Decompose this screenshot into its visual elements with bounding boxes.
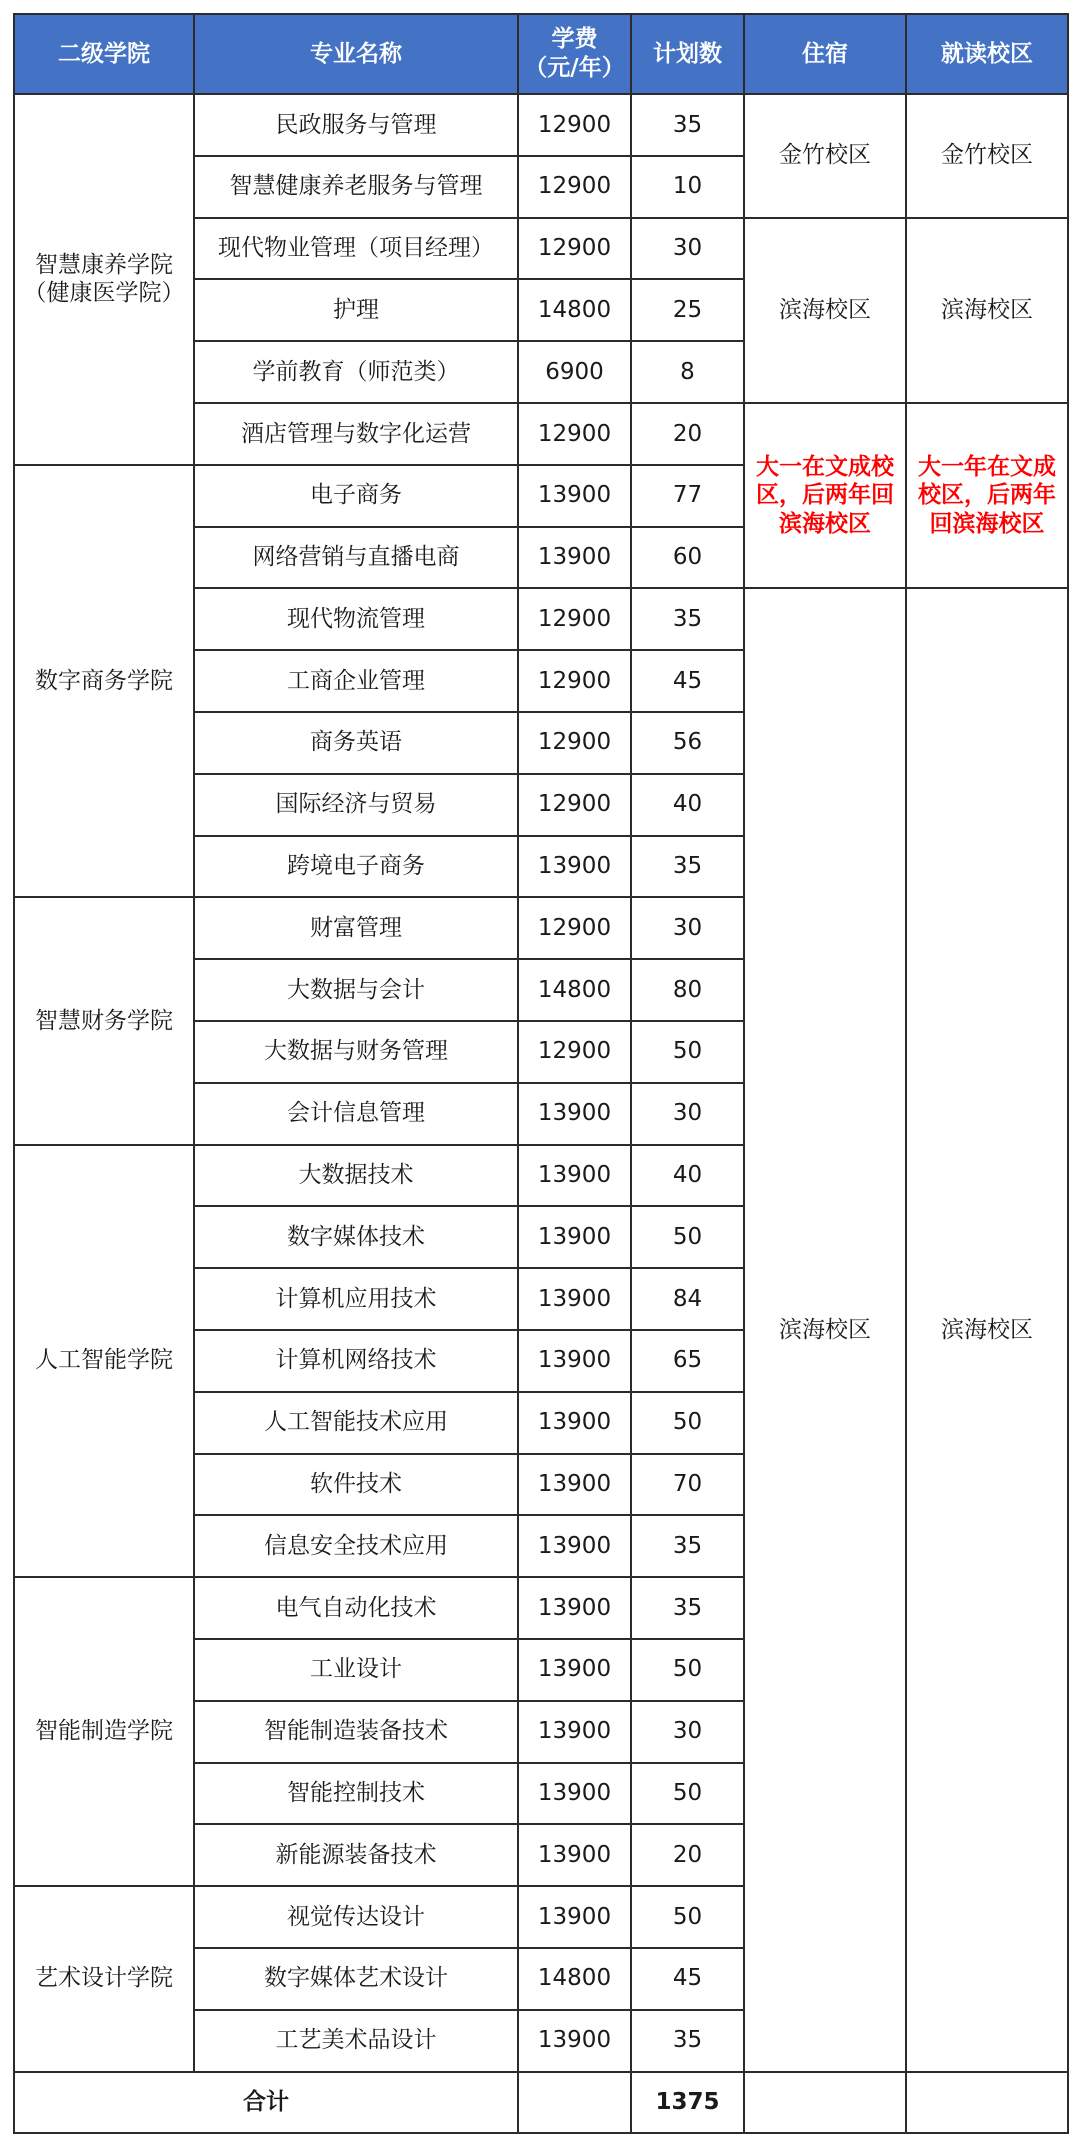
total-dorm-empty	[744, 2072, 906, 2133]
major-name-cell: 智能控制技术	[194, 1763, 518, 1825]
dorm-cell: 滨海校区	[744, 218, 906, 403]
fee-cell: 13900	[518, 836, 631, 898]
fee-cell: 6900	[518, 341, 631, 403]
major-name-cell: 会计信息管理	[194, 1083, 518, 1145]
major-name-cell: 信息安全技术应用	[194, 1515, 518, 1577]
fee-cell: 12900	[518, 94, 631, 156]
major-name-cell: 人工智能技术应用	[194, 1392, 518, 1454]
total-row	[14, 2072, 1068, 2133]
fee-cell: 12900	[518, 218, 631, 280]
major-name-cell: 酒店管理与数字化运营	[194, 403, 518, 465]
table-row	[14, 94, 1068, 156]
college-cell: 智慧财务学院	[14, 897, 194, 1144]
table-body	[14, 94, 1068, 2072]
total-plan: 1375	[631, 2072, 744, 2133]
fee-cell: 12900	[518, 403, 631, 465]
college-cell: 数字商务学院	[14, 465, 194, 898]
fee-cell: 12900	[518, 1021, 631, 1083]
plan-cell: 50	[631, 1021, 744, 1083]
major-name-cell: 数字媒体技术	[194, 1206, 518, 1268]
dorm-cell: 滨海校区	[744, 588, 906, 2071]
major-name-cell: 计算机网络技术	[194, 1330, 518, 1392]
fee-cell: 13900	[518, 1886, 631, 1948]
plan-cell: 50	[631, 1392, 744, 1454]
major-name-cell: 网络营销与直播电商	[194, 527, 518, 589]
major-name-cell: 智能制造装备技术	[194, 1701, 518, 1763]
fee-cell: 12900	[518, 712, 631, 774]
plan-cell: 20	[631, 403, 744, 465]
fee-cell: 12900	[518, 774, 631, 836]
header-fee	[518, 14, 631, 94]
plan-cell: 50	[631, 1763, 744, 1825]
major-name-cell: 新能源装备技术	[194, 1824, 518, 1886]
major-name-cell: 工艺美术品设计	[194, 2010, 518, 2072]
fee-cell: 12900	[518, 897, 631, 959]
header-fee-line1: 学费	[551, 26, 598, 53]
fee-cell: 13900	[518, 1515, 631, 1577]
dorm-cell: 金竹校区	[744, 94, 906, 218]
major-name-cell: 现代物业管理（项目经理）	[194, 218, 518, 280]
header-college: 二级学院	[14, 14, 194, 94]
table-footer	[14, 2072, 1068, 2133]
fee-cell: 13900	[518, 1701, 631, 1763]
major-name-cell: 商务英语	[194, 712, 518, 774]
college-cell: 艺术设计学院	[14, 1886, 194, 2071]
total-campus-empty	[906, 2072, 1068, 2133]
plan-cell: 35	[631, 588, 744, 650]
header-major: 专业名称	[194, 14, 518, 94]
major-name-cell: 工业设计	[194, 1639, 518, 1701]
fee-cell: 13900	[518, 1392, 631, 1454]
plan-cell: 35	[631, 2010, 744, 2072]
major-name-cell: 电气自动化技术	[194, 1577, 518, 1639]
dorm-cell: 大一在文成校区，后两年回滨海校区	[744, 403, 906, 588]
major-name-cell: 大数据与财务管理	[194, 1021, 518, 1083]
fee-cell: 12900	[518, 588, 631, 650]
plan-cell: 80	[631, 959, 744, 1021]
plan-cell: 84	[631, 1268, 744, 1330]
fee-cell: 12900	[518, 650, 631, 712]
major-name-cell: 大数据技术	[194, 1145, 518, 1207]
plan-cell: 45	[631, 650, 744, 712]
table-header	[14, 14, 1068, 94]
plan-cell: 10	[631, 156, 744, 218]
header-dorm: 住宿	[744, 14, 906, 94]
major-name-cell: 民政服务与管理	[194, 94, 518, 156]
plan-cell: 77	[631, 465, 744, 527]
plan-cell: 25	[631, 279, 744, 341]
major-name-cell: 数字媒体艺术设计	[194, 1948, 518, 2010]
plan-cell: 50	[631, 1639, 744, 1701]
campus-cell: 滨海校区	[906, 218, 1068, 403]
major-name-cell: 护理	[194, 279, 518, 341]
fee-cell: 12900	[518, 156, 631, 218]
header-fee-line2: （元/年）	[524, 55, 625, 81]
plan-cell: 65	[631, 1330, 744, 1392]
plan-cell: 30	[631, 897, 744, 959]
plan-cell: 8	[631, 341, 744, 403]
major-name-cell: 国际经济与贸易	[194, 774, 518, 836]
campus-cell: 金竹校区	[906, 94, 1068, 218]
fee-cell: 13900	[518, 1454, 631, 1516]
fee-cell: 13900	[518, 1824, 631, 1886]
college-cell: 人工智能学院	[14, 1145, 194, 1578]
fee-cell: 14800	[518, 1948, 631, 2010]
fee-cell: 13900	[518, 1145, 631, 1207]
major-name-cell: 工商企业管理	[194, 650, 518, 712]
major-name-cell: 财富管理	[194, 897, 518, 959]
plan-cell: 56	[631, 712, 744, 774]
fee-cell: 13900	[518, 1083, 631, 1145]
campus-cell: 大一年在文成校区，后两年回滨海校区	[906, 403, 1068, 588]
major-name-cell: 软件技术	[194, 1454, 518, 1516]
major-name-cell: 电子商务	[194, 465, 518, 527]
major-name-cell: 现代物流管理	[194, 588, 518, 650]
major-name-cell: 跨境电子商务	[194, 836, 518, 898]
fee-cell: 13900	[518, 465, 631, 527]
plan-cell: 30	[631, 1083, 744, 1145]
plan-cell: 60	[631, 527, 744, 589]
fee-cell: 13900	[518, 527, 631, 589]
fee-cell: 13900	[518, 1206, 631, 1268]
plan-cell: 35	[631, 1577, 744, 1639]
college-cell: 智慧康养学院 （健康医学院）	[14, 94, 194, 465]
plan-cell: 35	[631, 836, 744, 898]
plan-cell: 35	[631, 1515, 744, 1577]
major-name-cell: 学前教育（师范类）	[194, 341, 518, 403]
fee-cell: 14800	[518, 279, 631, 341]
plan-cell: 50	[631, 1206, 744, 1268]
plan-cell: 40	[631, 774, 744, 836]
campus-cell: 滨海校区	[906, 588, 1068, 2071]
plan-cell: 35	[631, 94, 744, 156]
total-fee-empty	[518, 2072, 631, 2133]
fee-cell: 13900	[518, 1330, 631, 1392]
total-label: 合计	[14, 2072, 518, 2133]
plan-cell: 30	[631, 218, 744, 280]
plan-cell: 40	[631, 1145, 744, 1207]
enrollment-plan-table	[13, 13, 1069, 2134]
header-campus: 就读校区	[906, 14, 1068, 94]
plan-cell: 50	[631, 1886, 744, 1948]
plan-cell: 70	[631, 1454, 744, 1516]
fee-cell: 13900	[518, 1268, 631, 1330]
major-name-cell: 智慧健康养老服务与管理	[194, 156, 518, 218]
plan-cell: 20	[631, 1824, 744, 1886]
college-cell: 智能制造学院	[14, 1577, 194, 1886]
plan-cell: 30	[631, 1701, 744, 1763]
fee-cell: 13900	[518, 1763, 631, 1825]
fee-cell: 14800	[518, 959, 631, 1021]
major-name-cell: 大数据与会计	[194, 959, 518, 1021]
major-name-cell: 计算机应用技术	[194, 1268, 518, 1330]
fee-cell: 13900	[518, 1639, 631, 1701]
major-name-cell: 视觉传达设计	[194, 1886, 518, 1948]
fee-cell: 13900	[518, 1577, 631, 1639]
fee-cell: 13900	[518, 2010, 631, 2072]
header-plan: 计划数	[631, 14, 744, 94]
plan-cell: 45	[631, 1948, 744, 2010]
